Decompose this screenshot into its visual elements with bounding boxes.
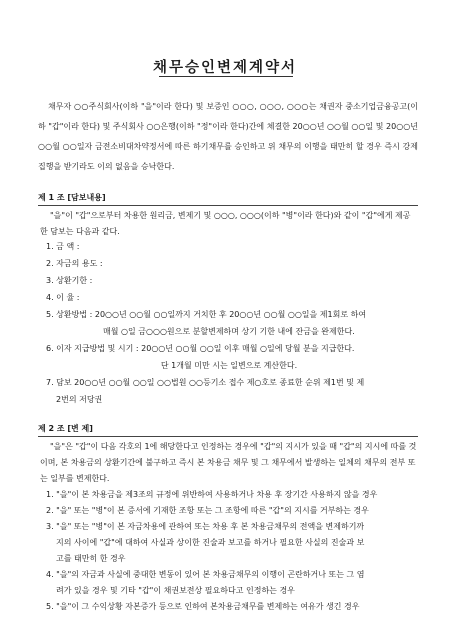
article-2-rule bbox=[38, 436, 418, 437]
article-2-body bbox=[40, 439, 418, 486]
article-2-item-5: 5. "을"이 그 수익상황 자본증가 등으로 인하여 본차용금채무를 변제하는 여유가 생긴 경우 bbox=[46, 602, 360, 611]
article-1-item-due: 3. 상환기한 : bbox=[46, 276, 93, 285]
article-2-item-3: 3. "을" 또는 "병"이 본 자금차용에 관하여 또는 차용 후 본 차용금채무의 전액을 변제하기까 bbox=[46, 522, 365, 531]
article-2-item-4-cont: 려가 있을 경우 및 기타 "갑"이 채권보전상 필요하다고 인정하는 경우 bbox=[56, 586, 295, 595]
article-2-item-2: 2. "을" 또는 "병"이 본 증서에 기재한 조항 또는 그 조항에 따른 "갑"의 지시를 거부하는 경우 bbox=[46, 506, 369, 515]
intro-text: 채무자 ○○주식회사(이하 "을"이라 한다) 및 보증인 ○○○, ○○○, ○○○는 채권자 중소기업금융공고(이하 "갑"이라 한다) 및 주식회사 ○○은행(이하 "정"이라 한다)간에 체결한 20○○년 ○○월 ○○일 및 20○○년 ○○월 ○○일자 금전소비대차약정서에 따른 하기채무를 승인하고 위 채무의 이행을 태만히 할 경우 즉시 강제집행을 받기라도 이의 없음을 승낙한다. bbox=[38, 102, 418, 171]
article-1-item-amount: 1. 금 액 : bbox=[46, 242, 80, 251]
article-1-item-repayment: 5. 상환방법 : 20○○년 ○○월 ○○일까지 거치한 후 20○○년 ○○월 ○○일을 제1회로 하여 bbox=[46, 310, 367, 319]
article-1-item-repayment-cont: 매월 ○일 금○○○원으로 분할변제하며 상기 기한 내에 잔금을 완제한다. bbox=[103, 327, 355, 336]
article-1-rule bbox=[38, 205, 418, 206]
article-1-heading: 제 1 조 [담보내용] bbox=[38, 193, 106, 202]
article-1-body-text: "을"이 "갑"으로부터 차용한 원리금, 변제기 및 ○○○, ○○○(이하 "병"이라 한다)와 같이 "갑"에게 제공한 담보는 다음과 같다. bbox=[40, 211, 411, 236]
article-2-item-3-cont2: 고를 태만히 한 경우 bbox=[56, 554, 126, 563]
title-underline bbox=[159, 76, 293, 77]
document-title: 채무승인변제계약서 bbox=[152, 59, 298, 76]
intro-paragraph bbox=[38, 97, 418, 177]
article-2-body-text: "을"은 "갑"이 다음 각호의 1에 해당한다고 인정하는 경우에 "갑"의 지시가 있을 때 "갑"의 지시에 따를 것이며, 본 차용금의 상환기간에 불구하고 즉시 본 차용금 채무 및 그 채무에서 발생하는 일체의 채무의 전부 또는 일부를 변제한다. bbox=[40, 442, 417, 483]
article-2-item-3-cont: 지의 사이에 "갑"에 대하여 사실과 상이한 진술과 보고를 하거나 필요한 사실의 진술과 보 bbox=[56, 538, 365, 547]
article-1-item-interest-note: 단 1개월 미만 시는 일변으로 계산한다. bbox=[160, 361, 298, 370]
article-1-item-collateral-cont: 2번의 저당권 bbox=[56, 395, 103, 404]
article-2-item-4: 4. "을"의 자금과 사실에 중대한 변동이 있어 본 차용금채무의 이행이 곤란하거나 또는 그 염 bbox=[46, 570, 365, 579]
article-1-item-collateral: 7. 담보 20○○년 ○○월 ○○일 ○○법원 ○○등기소 접수 제○호로 종료한 순위 제1번 및 제 bbox=[46, 378, 365, 387]
article-1-item-rate: 4. 이 율 : bbox=[46, 293, 80, 302]
article-2-heading: 제 2 조 [변 제] bbox=[38, 424, 93, 433]
article-1-item-interest: 6. 이자 지급방법 및 시기 : 20○○년 ○○월 ○○일 이후 매월 ○일에 당월 분을 지급한다. bbox=[46, 344, 355, 353]
article-1-body bbox=[40, 208, 418, 240]
article-1-item-purpose: 2. 자금의 용도 : bbox=[46, 259, 103, 268]
article-2-item-1: 1. "을"이 본 차용금을 제3조의 규정에 위반하여 사용하거나 차용 후 장기간 사용하지 않을 경우 bbox=[46, 490, 378, 499]
